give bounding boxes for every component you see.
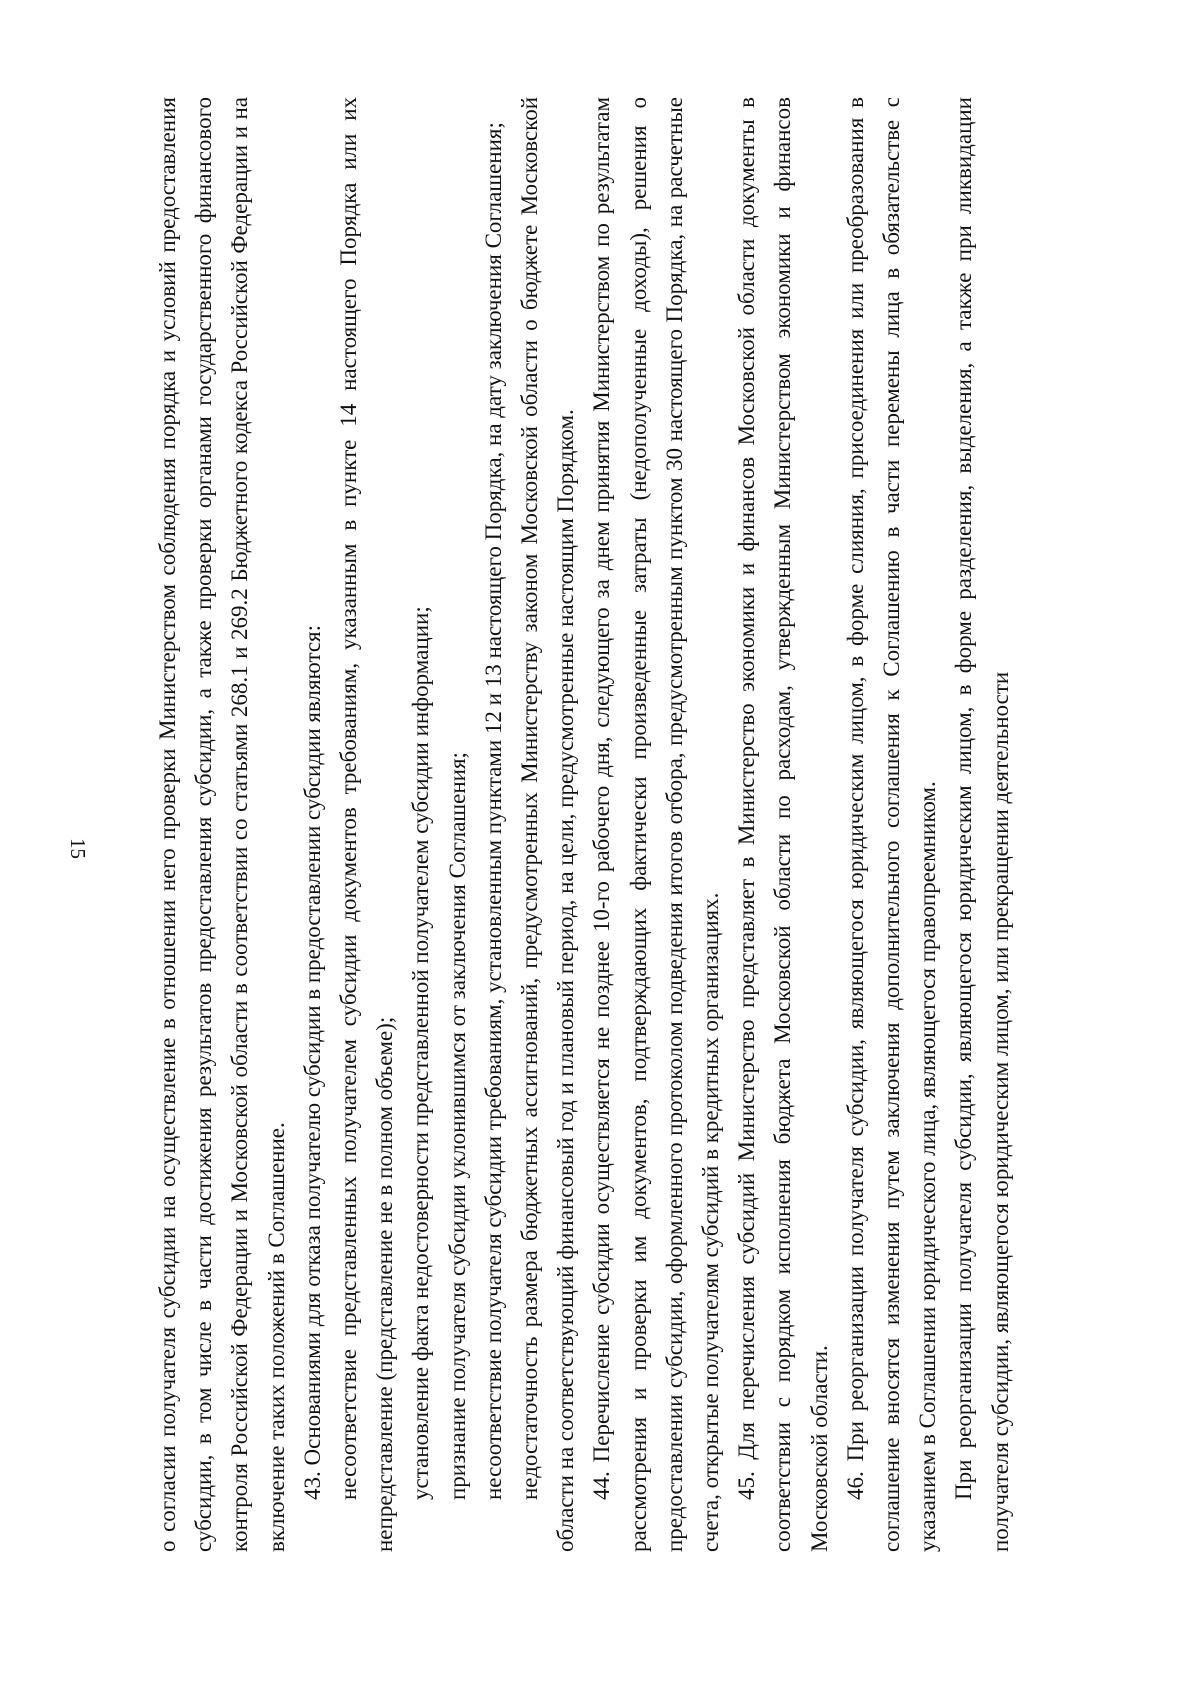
paragraph-43-item-2: установление факта недостоверности представленной получателем субсидии информации; bbox=[408, 606, 434, 1500]
paragraph-45: 45. Для перечисления субсидий Министерство представляет в Министерство экономики и финансов Московской области документы в соответствии с порядком исполнения бюджета Московской области по расходам, утвержденным Министерством экономики и финансов Московской области. bbox=[734, 97, 832, 1552]
paragraph-43-item-5: недостаточность размера бюджетных ассигнований, предусмотренных Министерству законом Московской области о бюджете Московской области на соответствующий финансовый год и плановый период, на цели, предусмотренные настоящим Порядком. bbox=[517, 97, 579, 1552]
paragraph-43-item-4: несоответствие получателя субсидии требованиям, установленным пунктами 12 и 13 настоящего Порядка, на дату заключения Соглашения; bbox=[480, 122, 506, 1500]
page-number: 15 bbox=[66, 838, 90, 859]
paragraph-43-item-3: признание получателя субсидии уклонившимся от заключения Соглашения; bbox=[444, 752, 470, 1500]
paragraph-44: 44. Перечисление субсидии осуществляется не позднее 10-го рабочего дня, следующего за днем принятия Министерством по результатам рассмотрения и проверки им документов, подтверждающих фактически произведенные затраты (недополученные доходы), решения о предоставлении субсидии, оформленного протоколом подведения итогов отбора, предусмотренным пунктом 30 настоящего Порядка, на расчетные счета, открытые получателям субсидий в кредитных организациях. bbox=[589, 97, 724, 1552]
paragraph-46-continued: При реорганизации получателя субсидии, являющегося юридическим лицом, в форме разделения, выделения, а также при ликвидации получателя субсидии, являющегося юридическим лицом, или прекращении деятельности bbox=[951, 97, 1013, 1552]
paragraph-43: 43. Основаниями для отказа получателю субсидии в предоставлении субсидии являются: bbox=[299, 625, 325, 1500]
paragraph-43-item-1: несоответствие представленных получателем субсидии документов требованиям, указанным в пункте 14 настоящего Порядка или их непредставление (представление не в полном объеме); bbox=[336, 97, 398, 1552]
document-body bbox=[150, 97, 1019, 1552]
paragraph-continuation: о согласии получателя субсидии на осуществление в отношении него проверки Министерством соблюдения порядка и условий предоставления субсидии, в том числе в части достижения результатов предоставления субсидии, а также проверки органами государственного финансового контроля Российской Федерации и Московской области в соответствии со статьями 268.1 и 269.2 Бюджетного кодекса Российской Федерации и на включение таких положений в Соглашение. bbox=[155, 97, 289, 1552]
paragraph-46: 46. При реорганизации получателя субсидии, являющегося юридическим лицом, в форме слияния, присоединения или преобразования в соглашение вносятся изменения путем заключения дополнительного соглашения к Соглашению в части перемены лица в обязательстве с указанием в Соглашении юридического лица, являющегося правопреемником. bbox=[842, 97, 941, 1552]
